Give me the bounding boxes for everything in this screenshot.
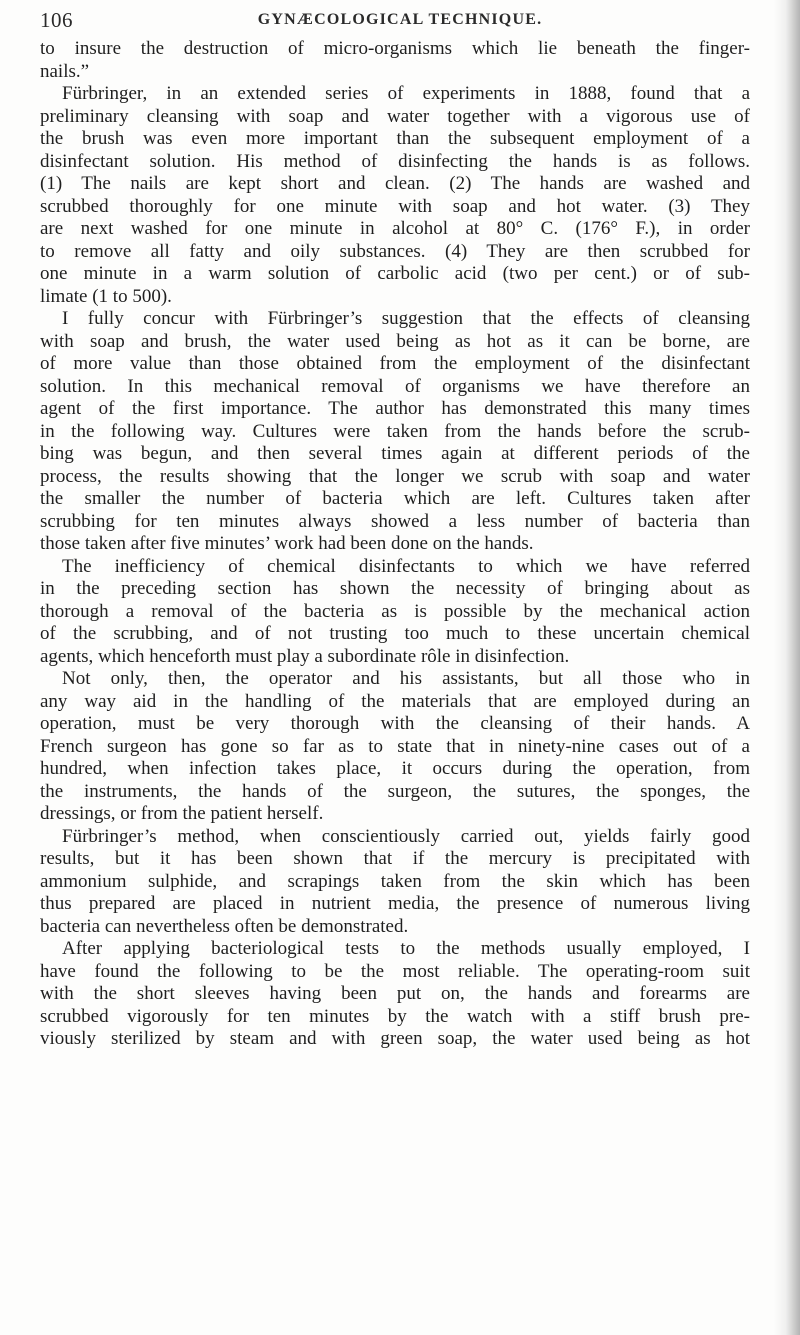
text-line: preliminary cleansing with soap and water together with a vigorous use of	[40, 105, 750, 127]
running-title: GYNÆCOLOGICAL TECHNIQUE.	[257, 11, 543, 28]
text-line: bing was begun, and then several times again at different periods of the	[40, 443, 750, 464]
text-line: to remove all fatty and oily substances. (4) They are then scrubbed for	[40, 240, 750, 262]
text-line: have found the following to be the most reliable. The operating-room suit	[40, 960, 750, 982]
text-line: The inefficiency of chemical disinfectants to which we have referred	[62, 555, 750, 577]
text-line: any way aid in the handling of the materials that are employed during an	[40, 690, 750, 712]
text-line: viously sterilized by steam and with green soap, the water used being as hot	[40, 1028, 750, 1049]
text-line: Fürbringer’s method, when conscientiously carried out, yields fairly good	[62, 825, 750, 847]
text-line: French surgeon has gone so far as to state that in ninety-nine cases out of a	[40, 735, 750, 757]
text-line: (1) The nails are kept short and clean. (2) The hands are washed and	[40, 173, 750, 194]
text-line: in the preceding section has shown the necessity of bringing about as	[40, 578, 750, 599]
text-line: Not only, then, the operator and his assistants, but all those who in	[62, 668, 750, 689]
text-line: scrubbed thoroughly for one minute with soap and hot water. (3) They	[40, 195, 750, 217]
text-line: scrubbed vigorously for ten minutes by the watch with a stiff brush pre-	[40, 1005, 750, 1027]
text-line: to insure the destruction of micro-organisms which lie beneath the finger-	[40, 38, 750, 59]
text-line: with the short sleeves having been put on, the hands and forearms are	[40, 983, 750, 1004]
text-line: the instruments, the hands of the surgeon, the sutures, the sponges, the	[40, 780, 750, 802]
text-line: process, the results showing that the longer we scrub with soap and water	[40, 465, 750, 487]
text-line: scrubbing for ten minutes always showed a less number of bacteria than	[40, 510, 750, 532]
body-text	[40, 38, 750, 1051]
text-line: thorough a removal of the bacteria as is possible by the mechanical action	[40, 600, 750, 622]
text-line: After applying bacteriological tests to the methods usually employed, I	[62, 938, 750, 959]
text-line: of the scrubbing, and of not trusting too much to these uncertain chemical	[40, 623, 750, 644]
text-line: hundred, when infection takes place, it occurs during the operation, from	[40, 758, 750, 779]
page-edge-shadow	[774, 0, 800, 1335]
text-line: in the following way. Cultures were taken from the hands before the scrub-	[40, 420, 750, 442]
text-line: of more value than those obtained from the employment of the disinfectant	[40, 353, 750, 374]
text-line: I fully concur with Fürbringer’s suggestion that the effects of cleansing	[62, 308, 750, 329]
text-line: solution. In this mechanical removal of organisms we have therefore an	[40, 375, 750, 397]
text-line: operation, must be very thorough with the cleansing of their hands. A	[40, 713, 750, 734]
text-line: dressings, or from the patient herself.	[40, 803, 324, 824]
text-line: the smaller the number of bacteria which are left. Cultures taken after	[40, 488, 750, 509]
text-line: results, but it has been shown that if the mercury is precipitated with	[40, 848, 750, 869]
text-line: agent of the first importance. The author has demonstrated this many times	[40, 398, 750, 419]
text-line: agents, which henceforth must play a subordinate rôle in disinfection.	[40, 645, 570, 667]
text-line: limate (1 to 500).	[40, 285, 172, 307]
text-line: one minute in a warm solution of carbolic acid (two per cent.) or of sub-	[40, 263, 750, 284]
text-line: Fürbringer, in an extended series of experiments in 1888, found that a	[62, 83, 750, 104]
text-line: are next washed for one minute in alcohol at 80° C. (176° F.), in order	[40, 218, 750, 239]
text-line: disinfectant solution. His method of disinfecting the hands is as follows.	[40, 150, 750, 172]
text-line: bacteria can nevertheless often be demonstrated.	[40, 915, 409, 937]
text-line: with soap and brush, the water used being as hot as it can be borne, are	[40, 330, 750, 352]
page-header	[40, 8, 760, 38]
text-line: the brush was even more important than the subsequent employment of a	[40, 128, 750, 149]
text-line: ammonium sulphide, and scrapings taken from the skin which has been	[40, 870, 750, 892]
text-line: thus prepared are placed in nutrient media, the presence of numerous living	[40, 893, 750, 914]
text-line: nails.”	[40, 60, 90, 82]
page-number: 106	[40, 8, 73, 32]
text-line: those taken after five minutes’ work had been done on the hands.	[40, 533, 534, 554]
